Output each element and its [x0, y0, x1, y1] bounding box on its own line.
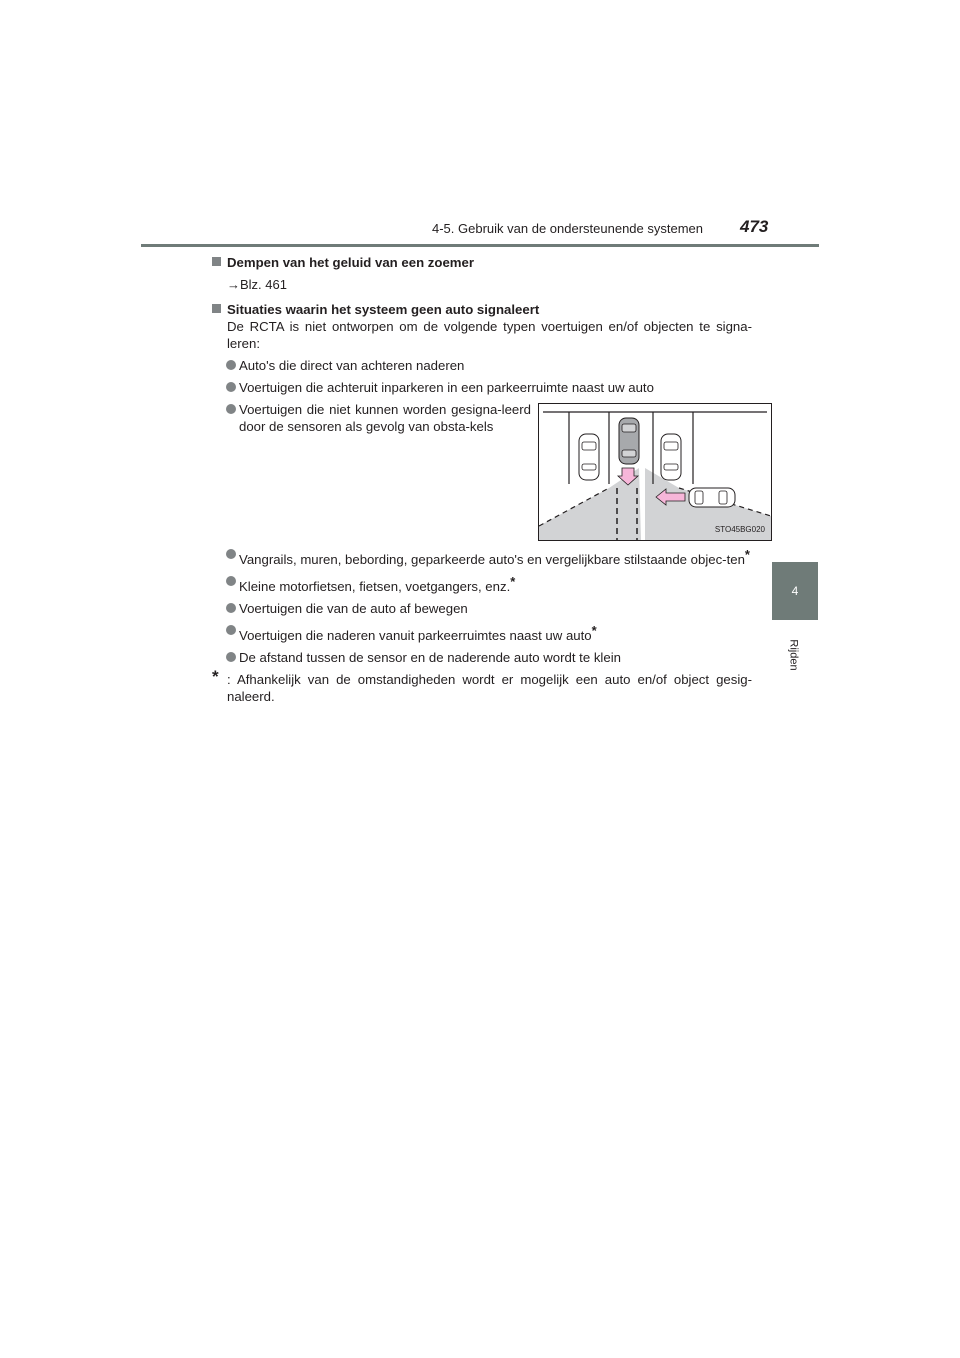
list-item: Voertuigen die van de auto af bewegen: [212, 600, 752, 617]
footnote-marker: *: [744, 547, 750, 562]
footnote-star: *: [212, 667, 219, 686]
footnote-marker: *: [591, 623, 597, 638]
section-title: 4-5. Gebruik van de ondersteunende systemen: [432, 221, 704, 236]
list-item: De afstand tussen de sensor en de naderende auto wordt te klein: [212, 649, 752, 666]
bullet-icon: [226, 549, 236, 559]
approaching-car-icon: [689, 488, 735, 507]
own-car-icon: [619, 418, 639, 464]
bullet-icon: [226, 576, 236, 586]
bullet-icon: [226, 360, 236, 370]
square-bullet-icon: [212, 304, 221, 313]
list-item: Voertuigen die niet kunnen worden gesigna-leerd door de sensoren als gevolg van obsta-kels: [212, 401, 531, 541]
bullet-with-figure: [212, 401, 765, 541]
figure-code: STO45BG020: [714, 525, 765, 534]
chapter-number: 4: [791, 584, 799, 598]
list-item: Voertuigen die achteruit inparkeren in een parkeerruimte naast uw auto: [212, 379, 752, 396]
parked-car-icon: [579, 434, 599, 480]
list-item: Vangrails, muren, bebording, geparkeerde auto's en vergelijkbare stilstaande objec-ten*: [212, 546, 752, 568]
bullet-icon: [226, 652, 236, 662]
list-item: Voertuigen die naderen vanuit parkeerruimtes naast uw auto*: [212, 622, 752, 644]
section-intro: De RCTA is niet ontworpen om de volgende typen voertuigen en/of objecten te signa-leren:: [227, 319, 752, 351]
square-bullet-icon: [212, 257, 221, 266]
bullet-icon: [226, 404, 236, 414]
chapter-label: Rijden: [788, 639, 800, 671]
list-item: Kleine motorfietsen, fietsen, voetgangers, enz.*: [212, 573, 752, 595]
page-content: [212, 254, 765, 705]
bullet-icon: [226, 382, 236, 392]
footnote: * : Afhankelijk van de omstandigheden wordt er mogelijk een auto en/of object gesig-naleerd.: [212, 667, 752, 704]
section-heading: Dempen van het geluid van een zoemer: [212, 254, 752, 271]
page-reference-link[interactable]: →Blz. 461: [227, 277, 287, 292]
parking-diagram-svg: [539, 404, 771, 540]
chapter-label-wrap: [782, 630, 806, 680]
header-rule: [141, 244, 819, 247]
bullet-icon: [226, 603, 236, 613]
section-heading: Situaties waarin het systeem geen auto signaleert: [212, 301, 752, 318]
chapter-tab[interactable]: [772, 562, 818, 620]
list-item: Auto's die direct van achteren naderen: [212, 357, 752, 374]
page-number: 473: [740, 217, 769, 236]
parking-illustration: [538, 403, 772, 541]
footnote-marker: *: [510, 574, 516, 589]
parked-car-icon: [661, 434, 681, 480]
bullet-icon: [226, 625, 236, 635]
